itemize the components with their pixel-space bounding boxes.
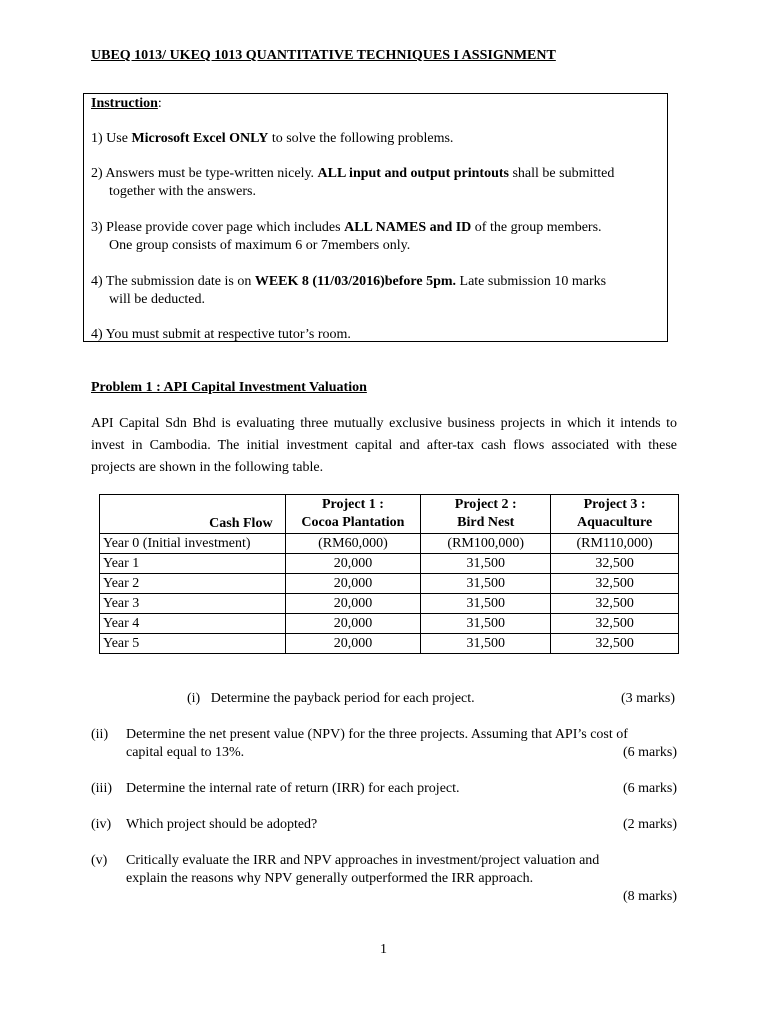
- instruction-heading: Instruction:: [91, 96, 162, 111]
- row-label: Year 3: [100, 594, 286, 614]
- problem-1-title: Problem 1 : API Capital Investment Valuation: [91, 380, 367, 395]
- row-label: Year 0 (Initial investment): [100, 534, 286, 554]
- cell-project-2: 31,500: [421, 554, 551, 574]
- table-row: [100, 634, 679, 654]
- instruction-item-3: 3) Please provide cover page which includes ALL NAMES and ID of the group members. One group consists of maximum 6 or 7members only.: [91, 220, 602, 253]
- table-header-row: [100, 495, 679, 534]
- page-number: 1: [380, 942, 387, 957]
- question-marks: (6 marks): [622, 745, 677, 760]
- assignment-title: UBEQ 1013/ UKEQ 1013 QUANTITATIVE TECHNIQUES I ASSIGNMENT: [91, 48, 556, 63]
- header-project-2: Project 2 : Bird Nest: [421, 495, 551, 534]
- instruction-item-1: 1) Use Microsoft Excel ONLY to solve the following problems.: [91, 131, 454, 146]
- cell-project-3: 32,500: [551, 634, 679, 654]
- question-number: (iv): [91, 817, 112, 832]
- instruction-item-2: 2) Answers must be type-written nicely. ALL input and output printouts shall be submitted together with the answers.: [91, 166, 615, 199]
- question-text-cont: explain the reasons why NPV generally outperformed the IRR approach.: [126, 871, 534, 886]
- question-i: [187, 690, 675, 708]
- question-ii: [91, 726, 677, 762]
- question-iii: [91, 780, 677, 798]
- cell-project-3: 32,500: [551, 554, 679, 574]
- question-number: (iii): [91, 781, 112, 796]
- row-label: Year 1: [100, 554, 286, 574]
- problem-1-paragraph: API Capital Sdn Bhd is evaluating three mutually exclusive business projects in which it intends to invest in Cambodia. The initial investment capital and after-tax cash flows associated with these projects are shown in the following table.: [91, 416, 677, 475]
- cell-project-1: 20,000: [285, 574, 421, 594]
- cell-project-3: 32,500: [551, 614, 679, 634]
- cell-project-1: 20,000: [285, 634, 421, 654]
- cell-project-2: 31,500: [421, 594, 551, 614]
- question-v: [91, 852, 677, 904]
- row-label: Year 4: [100, 614, 286, 634]
- question-number: (i): [187, 691, 201, 706]
- question-number: (v): [91, 853, 108, 868]
- question-text: Which project should be adopted?: [126, 817, 318, 832]
- cash-flow-table: [99, 494, 679, 654]
- row-label: Year 5: [100, 634, 286, 654]
- cell-project-2: 31,500: [421, 614, 551, 634]
- question-text: Determine the payback period for each project.: [210, 691, 475, 706]
- cell-project-1: 20,000: [285, 594, 421, 614]
- cell-project-1: 20,000: [285, 614, 421, 634]
- header-project-3: Project 3 : Aquaculture: [551, 495, 679, 534]
- question-marks: (3 marks): [620, 691, 675, 706]
- table-row: [100, 594, 679, 614]
- table-row: [100, 554, 679, 574]
- cell-project-3: 32,500: [551, 574, 679, 594]
- cell-project-1: 20,000: [285, 554, 421, 574]
- header-cash-flow: Cash Flow: [100, 495, 286, 534]
- question-marks: (6 marks): [622, 781, 677, 796]
- question-marks: (8 marks): [622, 889, 677, 904]
- question-text: Determine the net present value (NPV) for the three projects. Assuming that API’s cost of: [126, 727, 628, 742]
- question-text: Determine the internal rate of return (IRR) for each project.: [126, 781, 460, 796]
- instruction-item-4: 4) The submission date is on WEEK 8 (11/03/2016)before 5pm. Late submission 10 marks will be deducted.: [91, 274, 607, 307]
- instruction-box: [83, 93, 668, 342]
- table-row: [100, 574, 679, 594]
- header-project-1: Project 1 : Cocoa Plantation: [285, 495, 421, 534]
- row-label: Year 2: [100, 574, 286, 594]
- cell-project-1: (RM60,000): [285, 534, 421, 554]
- question-iv: [91, 816, 677, 834]
- question-marks: (2 marks): [622, 817, 677, 832]
- question-text-cont: capital equal to 13%.: [126, 745, 245, 760]
- instruction-item-5: 4) You must submit at respective tutor’s room.: [91, 327, 351, 342]
- question-text: Critically evaluate the IRR and NPV approaches in investment/project valuation and: [126, 853, 600, 868]
- cell-project-2: (RM100,000): [421, 534, 551, 554]
- cell-project-2: 31,500: [421, 634, 551, 654]
- table-row: [100, 534, 679, 554]
- table-row: [100, 614, 679, 634]
- cell-project-3: (RM110,000): [551, 534, 679, 554]
- cell-project-3: 32,500: [551, 594, 679, 614]
- question-number: (ii): [91, 727, 109, 742]
- cell-project-2: 31,500: [421, 574, 551, 594]
